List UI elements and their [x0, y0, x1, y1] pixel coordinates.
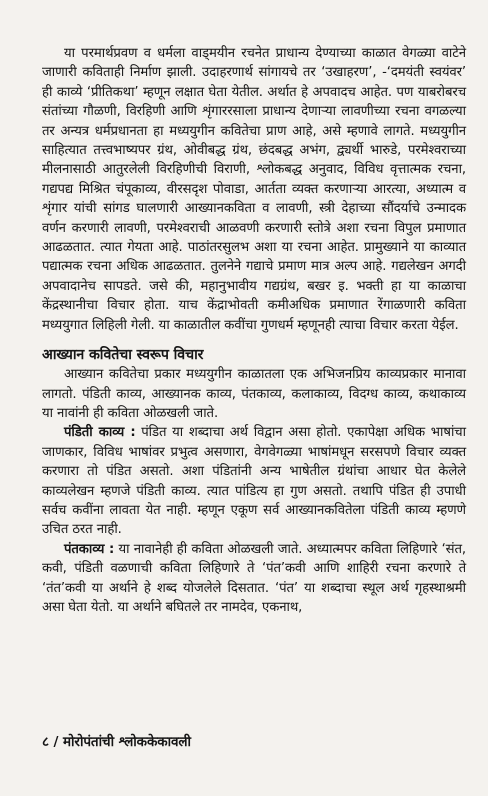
term-pant-kavya-text: या नावानेही ही कविता ओळखली जाते. अध्यात्मपर कविता लिहिणारे ‘संत, कवी, पंडिती वळणाची कविता लिहिणारे ते ‘पंत’कवी आणि शाहिरी रचना करणारे ते ‘तंत’कवी या अर्थाने हे शब्द योजलेले दिसतात. ‘पंत’ या शब्दाचा स्थूल अर्थ गृहस्थाश्रमी असा घेता येतो. या अर्थाने बघितले तर नामदेव, एकनाथ,: [42, 541, 466, 615]
term-pant-kavya-label: पंतकाव्य :: [64, 541, 115, 557]
term-pant-kavya-paragraph: [42, 540, 466, 618]
page-footer: ८ / मोरोपंतांची श्लोककेकावली: [42, 734, 191, 750]
term-pandit-kavya-label: पंडिती काव्य :: [64, 425, 136, 441]
spacer: [42, 335, 466, 345]
term-pandit-kavya-text: पंडित या शब्दाचा अर्थ विद्वान असा होतो. एकापेक्षा अधिक भाषांचा जाणकार, विविध भाषांवर प्रभुत्व असणारा, वेगवेगळ्या भाषांमधून सरसपणे विचार व्यक्त करणारा तो पंडित असतो. अशा पंडितांनी अन्य भाषेतील ग्रंथांचा आधार घेत केलेले काव्यलेखन म्हणजे पंडिती काव्य. त्यात पांडित्य हा गुण असतो. तथापि पंडित ही उपाधी सर्वच कवींना लावता येत नाही. म्हणून एकूण सर्व आख्यानकवितेला पंडिती काव्य म्हणणे उचित ठरत नाही.: [42, 425, 466, 538]
section-intro-paragraph: आख्यान कवितेचा प्रकार मध्ययुगीन काळातला एक अभिजनप्रिय काव्यप्रकार मानावा लागतो. पंडिती काव्य, आख्यानक काव्य, पंतकाव्य, कलाकाव्य, विदग्ध काव्य, कथाकाव्य या नावांनी ही कविता ओळखली जाते.: [42, 367, 466, 421]
term-pandit-kavya-paragraph: [42, 423, 466, 539]
opening-paragraph: या परमार्थप्रवण व धर्मला वाड्मयीन रचनेत प्राधान्य देण्याच्या काळात वेगळ्या वाटेने जाणारी कविताही निर्माण झाली. उदाहरणार्थ सांगायचे तर ‘उखाहरण’, -‘दमयंती स्वयंवर’ ही काव्ये ‘प्रीतिकथा’ म्हणून लक्षात घेता येतील. अर्थात हे अपवादच आहेत. पण याबरोबरच संतांच्या गौळणी, विरहिणी आणि शृंगाररसाला प्राधान्य देणाऱ्या लावणीच्या रचना वगळल्या तर अन्यत्र धर्मप्रधानता हा मध्ययुगीन कवितेचा प्राण आहे, असे म्हणावे लागते. मध्ययुगीन साहित्यात तत्त्वभाष्यपर ग्रंथ, ओवीबद्ध ग्रंथ, छंदबद्ध अभंग, द्व्यर्थी भारुडे, परमेश्वराच्या मीलनासाठी आतुरलेली विरहिणीची विराणी, श्लोकबद्ध अनुवाद, विविध वृत्तात्मक रचना, गद्यपद्य मिश्रित चंपूकाव्य, वीरसदृश पोवाडा, आर्तता व्यक्त करणाऱ्या आरत्या, अध्यात्म व शृंगार यांची सांगड घालणारी आख्यानकविता व लावणी, स्त्री देहाच्या सौंदर्याचे उन्मादक वर्णन करणारी लावणी, परमेश्वराची आळवणी करणारी स्तोत्रे अशा रचना विपुल प्रमाणात आढळतात. त्यात गेयता आहे. पाठांतरसुलभ अशा या रचना आहेत. प्रामुख्याने या काव्यात पद्यात्मक रचना अधिक आढळतात. तुलनेने गद्याचे प्रमाण मात्र अल्प आहे. गद्यलेखन अगदी अपवादानेच सापडते. जसे की, महानुभावीय गद्यग्रंथ, बखर इ. भक्ती हा या काळाचा केंद्रस्थानीचा विचार होता. याच केंद्राभोवती कमीअधिक प्रमाणात रेंगाळणारी कविता मध्ययुगात लिहिली गेली. या काळातील कवींचा गुणधर्म म्हणूनही त्याचा विचार करता येईल.: [42, 46, 466, 333]
section-heading: आख्यान कवितेचा स्वरूप विचार: [42, 347, 204, 364]
